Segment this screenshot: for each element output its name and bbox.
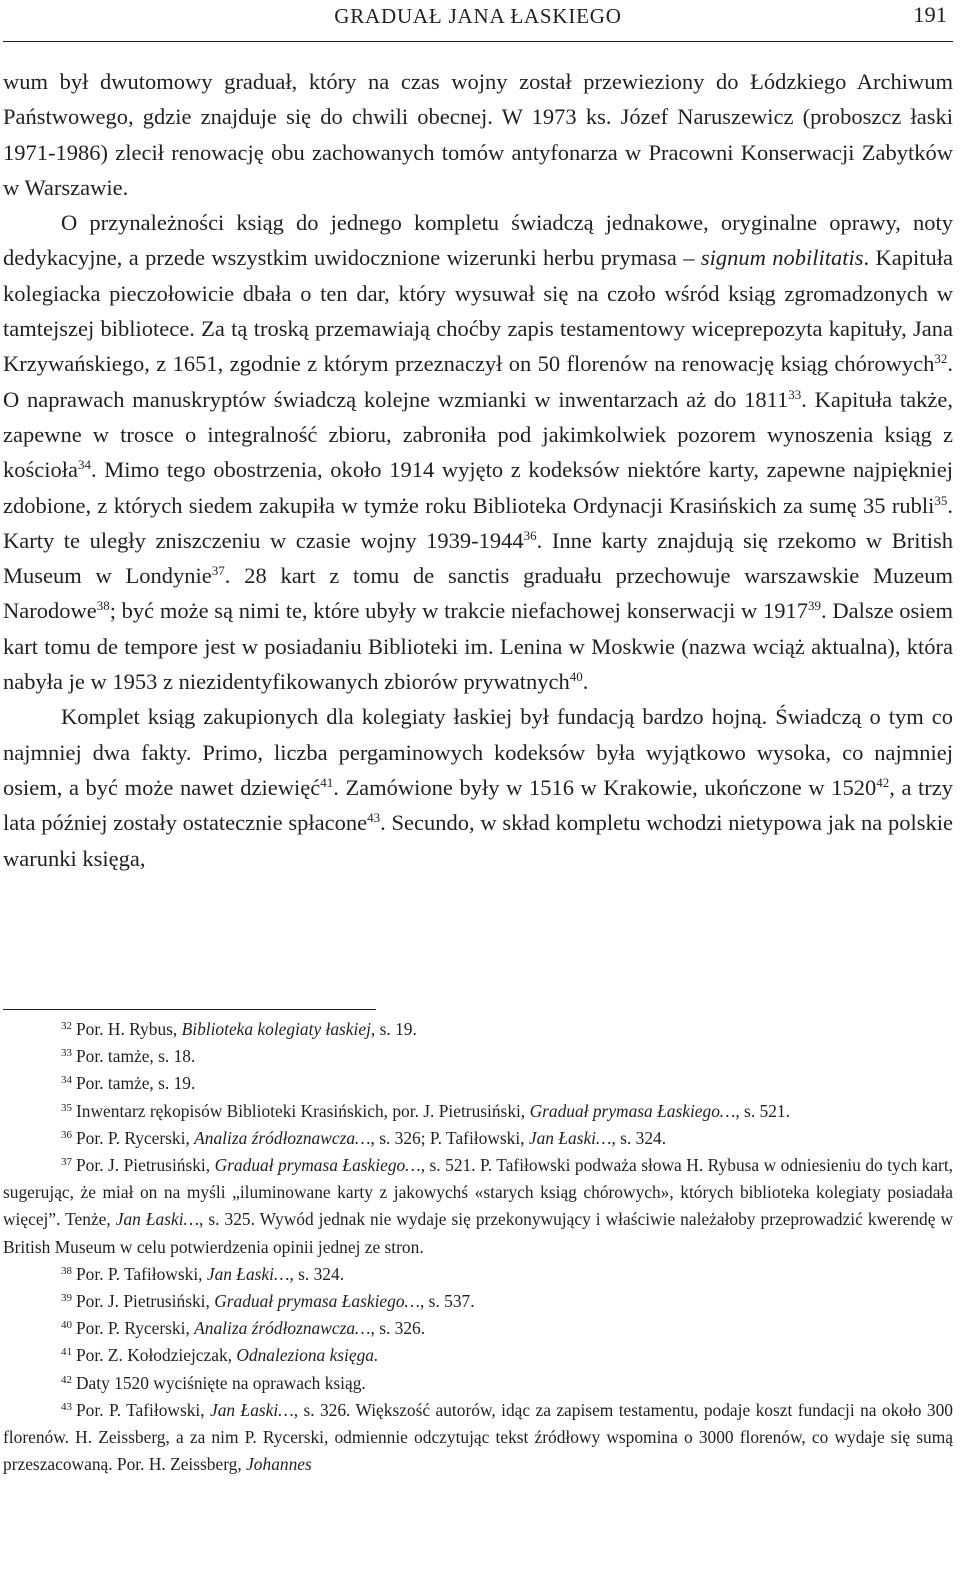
footnote-ref[interactable]: 32 xyxy=(934,351,948,367)
footnote-ref[interactable]: 42 xyxy=(876,774,890,790)
footnote: $^{37}$ Por. J. Pietrusiński, Graduał prymasa Łaskiego…, s. 521. P. Tafiłowski podważa słowa H. Rybusa w odniesieniu do tych kart, sugerując, że miał on na myśli „iluminowane karty z jakowychś «starych ksiąg chórowych», których biblioteka kolegiaty posiadała więcej”. Tenże, Jan Łaski…, s. 325. Wywód jednak nie wydaje się przekonywujący i właściwie należałoby przeprowadzić kwerendę w British Museum w celu potwierdzenia opinii jednej ze stron. xyxy=(3,1155,954,1257)
footnotes xyxy=(3,1016,953,1478)
footnote-ref[interactable]: 40 xyxy=(569,669,583,684)
paragraph: O przynależności ksiąg do jednego kompletu świadczą jednakowe, oryginalne oprawy, noty dedykacyjne, a przede wszystkim uwidocznione wizerunki herbu prymasa – signum nobilitatis. Kapituła kolegiacka pieczołowicie dbała o ten dar, który wysuwał się na czoło wśród ksiąg zgromadzonych w tamtejszej bibliotece. Za tą troską przemawiają choćby zapis testamentowy wiceprepozyta kapituły, Jana Krzywańskiego, z 1651, zgodnie z którym przeznaczył on 50 florenów na renowację ksiąg chórowych$^{32}$. O naprawach manuskryptów świadczą kolejne wzmianki w inwentarzach aż do 1811$^{33}$. Kapituła także, zapewne w trosce o integralność zbioru, zabroniła pod jakimkolwiek pozorem wynoszenia ksiąg z kościoła$^{34}$. Mimo tego obostrzenia, około 1914 wyjęto z kodeksów niektóre karty, zapewne najpiękniej zdobione, z których siedem zakupiła w tymże roku Biblioteka Ordynacji Krasińskich za sumę 35 rubli$^{35}$. Karty te uległy zniszczeniu w czasie wojny 1939-1944$^{36}$. Inne karty znajdują się rzekomo w British Museum w Londynie$^{37}$. 28 kart z tomu de sanctis graduału przechowuje warszawskie Muzeum Narodowe$^{38}$; być może są nimi te, które ubyły w trakcie niefachowej konserwacji w 1917$^{39}$. Dalsze osiem kart tomu de tempore jest w posiadaniu Biblioteki im. Lenina w Moskwie (nazwa wciąż aktualna), która nabyła je w 1953 z niezidentyfikowanych zbiorów prywatnych$^{40}$. xyxy=(3,210,954,695)
footnote-number: 33 xyxy=(61,1047,72,1060)
footnote-ref[interactable]: 38 xyxy=(96,598,110,614)
footnote-number: 35 xyxy=(61,1101,72,1114)
footnote: $^{41}$ Por. Z. Kołodziejczak, Odnaleziona księga. xyxy=(61,1345,379,1366)
footnote-number: 42 xyxy=(61,1373,72,1386)
footnote-number: 43 xyxy=(61,1400,72,1413)
footnote: $^{38}$ Por. P. Tafiłowski, Jan Łaski…, s. 324. xyxy=(61,1263,345,1284)
footnote-number: 39 xyxy=(61,1291,72,1304)
footnote-number: 32 xyxy=(61,1019,72,1032)
footnote-ref[interactable]: 41 xyxy=(320,774,334,790)
footnote-number: 41 xyxy=(61,1346,72,1359)
footnote: $^{40}$ Por. P. Rycerski, Analiza źródłoznawcza…, s. 326. xyxy=(61,1318,426,1339)
footnote-number: 36 xyxy=(61,1128,72,1141)
footnote: $^{33}$ Por. tamże, s. 18. xyxy=(61,1046,196,1067)
footnote-number: 34 xyxy=(61,1074,72,1087)
footnote-ref[interactable]: 33 xyxy=(788,386,802,402)
footnote-ref[interactable]: 39 xyxy=(808,598,822,614)
page-number: 191 xyxy=(913,2,947,27)
footnote: $^{43}$ Por. P. Tafiłowski, Jan Łaski…, s. 326. Większość autorów, idąc za zapisem testamentu, podaje koszt fundacji na około 300 florenów. H. Zeissberg, a za nim P. Rycerski, odmiennie odczytując tekst źródłowy wspomina o 3000 florenów, co wydaje się sumą przeszacowaną. Por. H. Zeissberg, Johannes xyxy=(3,1399,953,1475)
footnote: $^{36}$ Por. P. Rycerski, Analiza źródłoznawcza…, s. 326; P. Tafiłowski, Jan Łaski…, s. 324. xyxy=(61,1127,667,1148)
footnote: $^{34}$ Por. tamże, s. 19. xyxy=(61,1073,196,1094)
footnote-number: 38 xyxy=(61,1264,72,1277)
paragraph: Komplet ksiąg zakupionych dla kolegiaty łaskiej był fundacją bardzo hojną. Świadczą o tym co najmniej dwa fakty. Primo, liczba pergaminowych kodeksów była wyjątkowo wysoka, co najmniej osiem, a być może nawet dziewięć$^{41}$. Zamówione były w 1516 w Krakowie, ukończone w 1520$^{42}$, a trzy lata później zostały ostatecznie spłacone$^{43}$. Secundo, w skład kompletu wchodzi nietypowa jak na polskie warunki księga, xyxy=(3,704,954,871)
footnote-ref[interactable]: 43 xyxy=(367,810,381,826)
footnote-separator xyxy=(3,1009,376,1010)
footnote: $^{42}$ Daty 1520 wyciśnięte na oprawach ksiąg. xyxy=(61,1372,366,1393)
running-title: GRADUAŁ JANA ŁASKIEGO xyxy=(334,4,622,28)
footnote: $^{32}$ Por. H. Rybus, Biblioteka kolegiaty łaskiej, s. 19. xyxy=(61,1019,417,1039)
footnote-ref[interactable]: 36 xyxy=(523,527,537,543)
footnote-number: 40 xyxy=(61,1319,72,1332)
footnote: $^{39}$ Por. J. Pietrusiński, Graduał prymasa Łaskiego…, s. 537. xyxy=(61,1291,475,1312)
running-header xyxy=(3,0,953,42)
footnote: $^{35}$ Inwentarz rękopisów Biblioteki Krasińskich, por. J. Pietrusiński, Graduał prymasa Łaskiego…, s. 521. xyxy=(61,1100,790,1121)
footnote-ref[interactable]: 34 xyxy=(77,457,91,473)
body-text xyxy=(3,64,953,876)
footnote-ref[interactable]: 35 xyxy=(934,492,948,508)
paragraph-continued: wum był dwutomowy graduał, który na czas wojny został przewieziony do Łódzkiego Archiwum Państwowego, gdzie znajduje się do chwili obecnej. W 1973 ks. Józef Naruszewicz (proboszcz łaski 1971-1986) zlecił renowację obu zachowanych tomów antyfonarza w Pracowni Konserwacji Zabytków w Warszawie. xyxy=(3,69,953,200)
footnote-ref[interactable]: 37 xyxy=(211,563,225,579)
footnote-number: 37 xyxy=(61,1155,72,1168)
